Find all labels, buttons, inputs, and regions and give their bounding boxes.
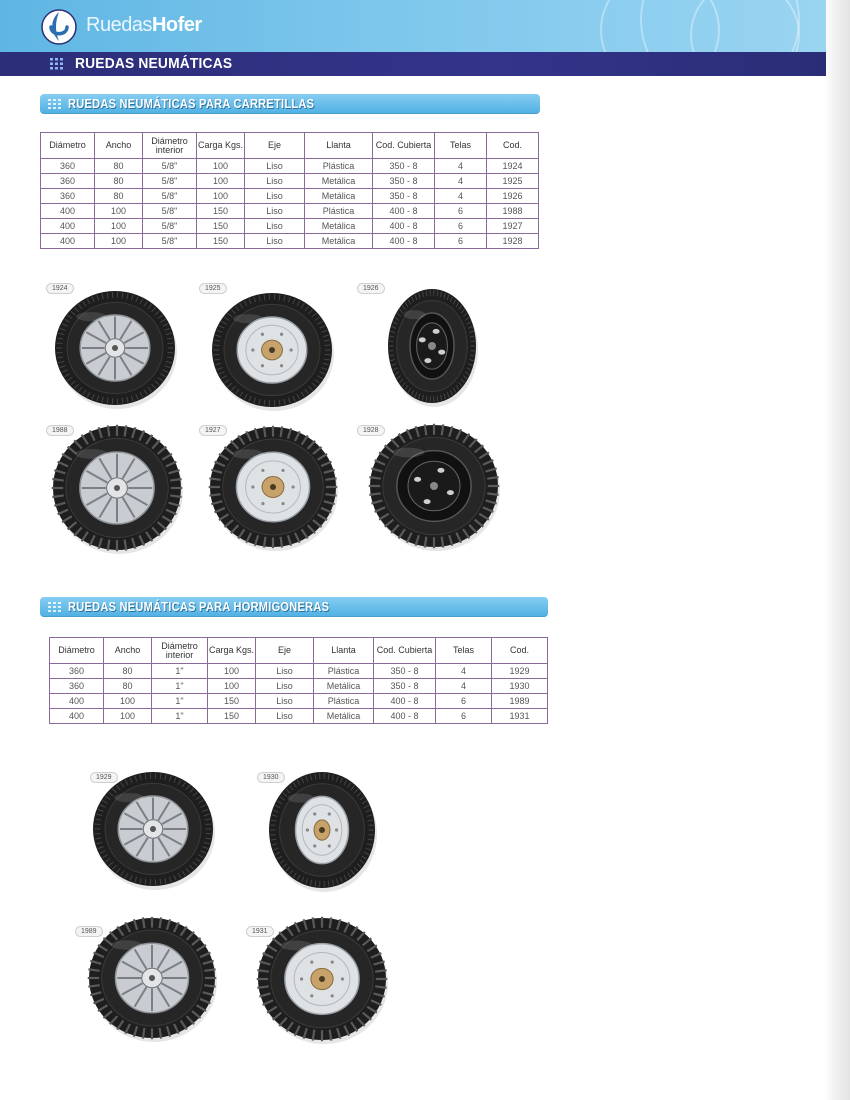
table-header-row [50,638,548,664]
cell-llanta: Metálica [314,679,374,694]
wheel-1927-icon [202,419,344,555]
cell-diametro: 360 [50,664,104,679]
cell-telas: 4 [436,679,492,694]
column-header-cod: Cod. [487,133,539,159]
cell-carga: 100 [208,679,256,694]
product-code-label: 1988 [46,425,74,436]
section-ribbon-hormigoneras [40,597,548,617]
cell-carga: 150 [208,709,256,724]
wheel-1928-icon [362,417,506,555]
cell-cod-cubierta: 400 - 8 [373,219,435,234]
cell-cod: 1931 [492,709,548,724]
cell-ancho: 100 [95,234,143,249]
cell-ancho: 80 [95,159,143,174]
brand-name: RuedasHofer [86,14,202,36]
column-header-telas: Telas [435,133,487,159]
column-header-ancho: Ancho [104,638,152,664]
cell-telas: 4 [435,159,487,174]
cell-ancho: 80 [104,679,152,694]
cell-cod: 1924 [487,159,539,174]
product-code-label: 1930 [257,772,285,783]
cell-diametro: 400 [41,204,95,219]
product-code-label: 1927 [199,425,227,436]
column-header-eje: Eje [245,133,305,159]
column-header-eje: Eje [256,638,314,664]
product-code-label: 1925 [199,283,227,294]
cell-cod: 1926 [487,189,539,204]
grid-icon [50,58,64,70]
cell-diametro-interior: 5/8" [143,204,197,219]
cell-cod-cubierta: 350 - 8 [374,679,436,694]
cell-carga: 150 [197,204,245,219]
column-header-ancho: Ancho [95,133,143,159]
cell-diametro: 360 [41,189,95,204]
cell-ancho: 100 [104,694,152,709]
cell-carga: 100 [197,189,245,204]
cell-telas: 6 [436,694,492,709]
cell-cod: 1927 [487,219,539,234]
cell-llanta: Plástica [314,664,374,679]
cell-diametro-interior: 5/8" [143,159,197,174]
table-row [41,204,539,219]
wheel-1988-icon [45,418,189,558]
product-code-label: 1931 [246,926,274,937]
product-code-label: 1929 [90,772,118,783]
cell-llanta: Metálica [305,189,373,204]
table-row [41,159,539,174]
wheel-1929-icon [85,764,221,894]
cell-carga: 150 [208,694,256,709]
table-row [50,679,548,694]
cell-cod: 1988 [487,204,539,219]
column-header-carga: Carga Kgs. [208,638,256,664]
column-header-diametro: Diámetro [50,638,104,664]
table-row [41,174,539,189]
cell-cod: 1929 [492,664,548,679]
cell-cod-cubierta: 350 - 8 [373,159,435,174]
cell-cod-cubierta: 400 - 8 [374,694,436,709]
wheel-1926-icon [380,281,484,411]
column-header-telas: Telas [436,638,492,664]
cell-carga: 100 [208,664,256,679]
cell-cod: 1930 [492,679,548,694]
column-header-llanta: Llanta [314,638,374,664]
cell-llanta: Plástica [314,694,374,709]
cell-diametro-interior: 5/8" [143,234,197,249]
product-code-label: 1989 [75,926,103,937]
cell-diametro-interior: 1" [152,664,208,679]
cell-llanta: Metálica [314,709,374,724]
wheel-1930-icon [261,764,383,896]
table-header-row [41,133,539,159]
cell-telas: 4 [436,664,492,679]
cell-carga: 100 [197,159,245,174]
cell-telas: 4 [435,189,487,204]
column-header-carga: Carga Kgs. [197,133,245,159]
cell-ancho: 100 [104,709,152,724]
section-title: RUEDAS NEUMÁTICAS PARA HORMIGONERAS [68,599,330,614]
cell-eje: Liso [245,174,305,189]
cell-cod-cubierta: 400 - 8 [373,234,435,249]
header-banner [0,0,826,52]
cell-diametro: 360 [50,679,104,694]
spec-table-hormigoneras [49,637,548,724]
section-title: RUEDAS NEUMÁTICAS PARA CARRETILLAS [68,96,315,111]
cell-diametro-interior: 1" [152,679,208,694]
cell-carga: 150 [197,219,245,234]
column-header-cod: Cod. [492,638,548,664]
product-code-label: 1924 [46,283,74,294]
cell-ancho: 80 [104,664,152,679]
cell-diametro: 360 [41,174,95,189]
cell-carga: 100 [197,174,245,189]
cell-eje: Liso [245,234,305,249]
column-header-diametro-interior: Diámetro interior [143,133,197,159]
cell-llanta: Plástica [305,204,373,219]
cell-eje: Liso [256,664,314,679]
cell-eje: Liso [256,679,314,694]
table-row [41,189,539,204]
cell-ancho: 80 [95,189,143,204]
cell-telas: 6 [435,219,487,234]
cell-diametro-interior: 5/8" [143,174,197,189]
cell-cod-cubierta: 400 - 8 [374,709,436,724]
grid-icon [48,99,62,109]
spec-table-carretillas [40,132,539,249]
page-title: RUEDAS NEUMÁTICAS [75,55,233,72]
table-row [50,694,548,709]
page-edge-shadow [824,0,850,1100]
cell-diametro-interior: 5/8" [143,219,197,234]
cell-diametro: 400 [41,234,95,249]
cell-eje: Liso [256,709,314,724]
column-header-llanta: Llanta [305,133,373,159]
table-row [50,709,548,724]
product-code-label: 1926 [357,283,385,294]
section-ribbon-carretillas [40,94,540,114]
cell-eje: Liso [245,219,305,234]
cell-telas: 4 [435,174,487,189]
column-header-cod-cubierta: Cod. Cubierta [373,133,435,159]
wheel-1925-icon [204,285,340,415]
cell-carga: 150 [197,234,245,249]
cell-telas: 6 [435,234,487,249]
cell-diametro: 400 [50,694,104,709]
cell-ancho: 80 [95,174,143,189]
table-row [41,234,539,249]
cell-diametro-interior: 5/8" [143,189,197,204]
column-header-cod-cubierta: Cod. Cubierta [374,638,436,664]
wheel-1924-icon [47,283,183,413]
cell-cod-cubierta: 350 - 8 [374,664,436,679]
cell-diametro: 400 [50,709,104,724]
cell-eje: Liso [256,694,314,709]
table-row [50,664,548,679]
table-row [41,219,539,234]
cell-eje: Liso [245,189,305,204]
cell-diametro-interior: 1" [152,709,208,724]
cell-cod-cubierta: 400 - 8 [373,204,435,219]
cell-llanta: Metálica [305,234,373,249]
cell-telas: 6 [436,709,492,724]
cell-llanta: Plástica [305,159,373,174]
cell-cod: 1928 [487,234,539,249]
cell-ancho: 100 [95,219,143,234]
cell-llanta: Metálica [305,219,373,234]
ruedas-hofer-logo-icon [40,8,78,46]
cell-eje: Liso [245,204,305,219]
cell-ancho: 100 [95,204,143,219]
cell-telas: 6 [435,204,487,219]
cell-llanta: Metálica [305,174,373,189]
product-code-label: 1928 [357,425,385,436]
cell-diametro: 400 [41,219,95,234]
cell-cod: 1925 [487,174,539,189]
cell-diametro-interior: 1" [152,694,208,709]
header-title-bar [0,52,826,76]
column-header-diametro-interior: Diámetro interior [152,638,208,664]
cell-cod: 1989 [492,694,548,709]
cell-cod-cubierta: 350 - 8 [373,189,435,204]
cell-diametro: 360 [41,159,95,174]
cell-cod-cubierta: 350 - 8 [373,174,435,189]
grid-icon [48,602,62,612]
cell-eje: Liso [245,159,305,174]
column-header-diametro: Diámetro [41,133,95,159]
